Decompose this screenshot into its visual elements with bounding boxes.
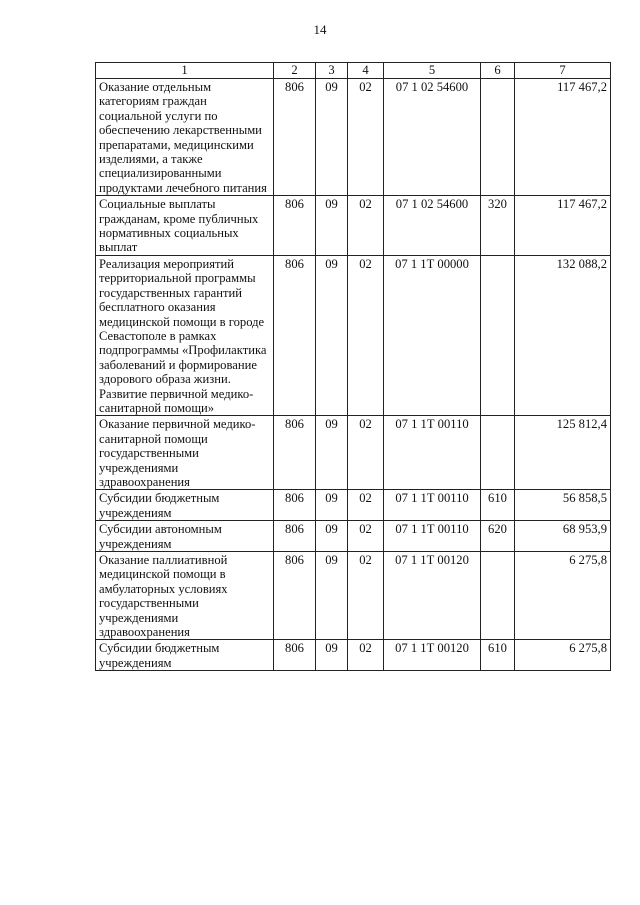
expense-type-code: 610: [481, 490, 515, 521]
admin-code: 806: [274, 255, 316, 415]
table-row: [96, 416, 611, 490]
subsection-code: 02: [348, 79, 384, 196]
column-header: 6: [481, 63, 515, 79]
section-code: 09: [316, 255, 348, 415]
subsection-code: 02: [348, 552, 384, 640]
amount: 125 812,4: [515, 416, 611, 490]
admin-code: 806: [274, 490, 316, 521]
expense-type-code: [481, 79, 515, 196]
amount: 56 858,5: [515, 490, 611, 521]
table-row: [96, 255, 611, 415]
expense-type-code: 620: [481, 521, 515, 552]
amount: 6 275,8: [515, 640, 611, 671]
row-name: Субсидии автономным учреждениям: [96, 521, 274, 552]
budget-table: [95, 62, 611, 671]
section-code: 09: [316, 490, 348, 521]
target-article-code: 07 1 1Т 00110: [384, 490, 481, 521]
subsection-code: 02: [348, 640, 384, 671]
table-row: [96, 490, 611, 521]
expense-type-code: [481, 552, 515, 640]
section-code: 09: [316, 521, 348, 552]
amount: 117 467,2: [515, 79, 611, 196]
subsection-code: 02: [348, 196, 384, 256]
expense-type-code: 610: [481, 640, 515, 671]
table-row: [96, 196, 611, 256]
section-code: 09: [316, 552, 348, 640]
subsection-code: 02: [348, 521, 384, 552]
target-article-code: 07 1 1Т 00120: [384, 552, 481, 640]
table-row: [96, 552, 611, 640]
amount: 132 088,2: [515, 255, 611, 415]
row-name: Субсидии бюджетным учреждениям: [96, 640, 274, 671]
column-header: 1: [96, 63, 274, 79]
row-name: Реализация мероприятий территориальной программы государственных гарантий бесплатного оказания медицинской помощи в городе Севастополе в рамках подпрограммы «Профилактика заболеваний и формирование здорового образа жизни. Развитие первичной медико-санитарной помощи»: [96, 255, 274, 415]
column-header: 4: [348, 63, 384, 79]
row-name: Оказание первичной медико-санитарной помощи государственными учреждениями здравоохранения: [96, 416, 274, 490]
section-code: 09: [316, 79, 348, 196]
column-header: 2: [274, 63, 316, 79]
admin-code: 806: [274, 640, 316, 671]
section-code: 09: [316, 196, 348, 256]
amount: 68 953,9: [515, 521, 611, 552]
table-row: [96, 640, 611, 671]
column-header: 3: [316, 63, 348, 79]
amount: 117 467,2: [515, 196, 611, 256]
subsection-code: 02: [348, 416, 384, 490]
section-code: 09: [316, 640, 348, 671]
header-row: [96, 63, 611, 79]
row-name: Субсидии бюджетным учреждениям: [96, 490, 274, 521]
subsection-code: 02: [348, 490, 384, 521]
admin-code: 806: [274, 416, 316, 490]
table-row: [96, 79, 611, 196]
target-article-code: 07 1 02 54600: [384, 196, 481, 256]
amount: 6 275,8: [515, 552, 611, 640]
admin-code: 806: [274, 196, 316, 256]
expense-type-code: [481, 255, 515, 415]
target-article-code: 07 1 02 54600: [384, 79, 481, 196]
target-article-code: 07 1 1Т 00110: [384, 521, 481, 552]
table-row: [96, 521, 611, 552]
target-article-code: 07 1 1Т 00120: [384, 640, 481, 671]
page-number: 14: [313, 22, 327, 37]
row-name: Оказание паллиативной медицинской помощи в амбулаторных условиях государственными учреждениями здравоохранения: [96, 552, 274, 640]
admin-code: 806: [274, 552, 316, 640]
column-header: 5: [384, 63, 481, 79]
admin-code: 806: [274, 79, 316, 196]
admin-code: 806: [274, 521, 316, 552]
expense-type-code: 320: [481, 196, 515, 256]
subsection-code: 02: [348, 255, 384, 415]
row-name: Оказание отдельным категориям граждан социальной услуги по обеспечению лекарственными препаратами, медицинскими изделиями, а также специализированными продуктами лечебного питания: [96, 79, 274, 196]
target-article-code: 07 1 1Т 00000: [384, 255, 481, 415]
section-code: 09: [316, 416, 348, 490]
expense-type-code: [481, 416, 515, 490]
target-article-code: 07 1 1Т 00110: [384, 416, 481, 490]
row-name: Социальные выплаты гражданам, кроме публичных нормативных социальных выплат: [96, 196, 274, 256]
column-header: 7: [515, 63, 611, 79]
